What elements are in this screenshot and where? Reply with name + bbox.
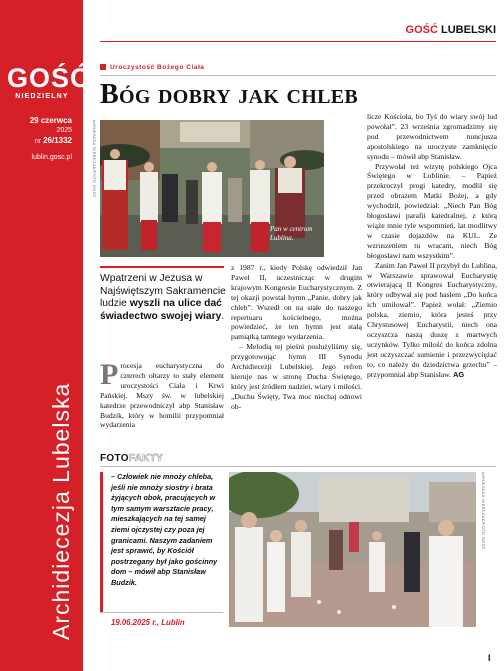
page-number: I [488, 653, 491, 663]
photo-credit-2 [478, 472, 488, 627]
body-paragraph: Przywołał też wizytę polskiego Ojca Świętego w Lublinie. – Papież przekroczył progi katedry, modlił się przed obrazem Matki Bożej, a gdy wychodził, powiedział: „Niech Pan Bóg błogosławi parafii katedralnej, z którą wiąże mnie tyle wspomnień, lat modlitwy w czasie dojazdów na KUL. Ze wzruszeniem tu wracam, niech Bóg błogosławi nam wszystkim”. [367, 161, 497, 260]
brand-lubelski: LUBELSKI [441, 24, 496, 36]
fotofakty-date: 19.06.2025 r., Lublin [111, 618, 185, 627]
fotofakty-quote [100, 472, 223, 612]
kicker-square-icon [100, 64, 106, 70]
quote-rule [100, 612, 223, 613]
article-title: Bóg dobry jak chleb [100, 79, 359, 110]
header-brand [406, 23, 496, 37]
lead-end: . [221, 310, 225, 322]
article-kicker: Uroczystość Bożego Ciała [110, 64, 205, 71]
col1-text: rocesja eucharystyczna do czterech ołtarzy to stały element uroczystości Ciała i Krwi Pańskiej. Mszy św. w lubelskiej katedrze przewodniczył abp Stanisław Budzik, który w homilii przypomniał wydarzenia [100, 361, 224, 430]
lead-text: Wpatrzeni w Jezusa w Najświętszym Sakramencie ludzie [100, 273, 226, 310]
body-column-2 [231, 263, 362, 412]
article-lead [100, 273, 230, 323]
sidebar [0, 0, 91, 671]
fotofakty-header [100, 452, 496, 466]
body-paragraph [100, 358, 224, 430]
issue-number-value: 26/1332 [43, 136, 72, 145]
drop-cap: P [100, 358, 119, 391]
logo-main: GOŚĆ [7, 63, 91, 93]
quote-text: – Człowiek nie mnoży chleba, jeśli nie mnoży siostry i brata żyjących obok, pracujących w tym samym warsztacie pracy, mieszkających na tej samej ziemi ojczystej czy poza jej granicami. Naszym zadaniem jest sprawić, by Kościół postrzegany był jako gościnny dom – mówił abp Stanisław Budzik. [111, 472, 218, 587]
fotofakty-label-b: FAKTY [128, 453, 164, 464]
body-paragraph: z 1987 r., kiedy Polskę odwiedził Jan Paweł II, uczestnicząc w drugim krajowym Kongresie Eucharystycznym. Z tej okazji powstał hymn „Panie, dobry jak chleb”. Wszedł on na stałe do naszego repertuaru kościelnego, można powiedzieć, że ten hymn jest stałą pamiątką tamtego wydarzenia. [231, 263, 362, 342]
quote-bar [100, 472, 103, 612]
children-procession-photo [229, 472, 476, 627]
body-paragraph: licze Kościoła, bo Tyś do wiary swój lud powołał”. 23 września zgromadzimy się pod przewodnictwem nuncjusza apostolskiego na uroczyste zamknięcie synodu – mówił abp Stanisław. [367, 112, 497, 161]
fotofakty-label-a: FOTO [100, 453, 129, 464]
fotofakty-label [100, 452, 163, 465]
issue-year: 2025 [56, 127, 72, 134]
brand-gosc: GOŚĆ [405, 24, 438, 36]
body-column-1 [100, 358, 224, 430]
issue-prefix: nr [34, 138, 42, 145]
issue-number [6, 136, 72, 147]
photo-caption: Pan w centrum Lublina. [270, 225, 313, 242]
site-url[interactable]: lublin.gosc.pl [31, 154, 72, 161]
body-paragraph [367, 261, 497, 380]
logo-sub: NIEDZIELNY [15, 93, 69, 100]
fotofakty-divider [100, 466, 496, 467]
section-vertical-title: Archidiecezja Lubelska [48, 382, 74, 640]
body-column-3 [367, 112, 497, 379]
children-procession-photo-image [229, 472, 476, 627]
kicker-row [100, 63, 496, 73]
lead-rule [100, 266, 224, 268]
header-rule [100, 41, 496, 42]
kicker-divider [100, 75, 496, 76]
photo-credit-text: AGNIESZKA GIERCZAK/FOTO GOŚĆ [92, 120, 97, 198]
author-signature: AG [452, 369, 465, 379]
photo-credit [89, 120, 98, 257]
col3-p3-text: Zanim Jan Paweł II przybył do Lublina, w Warszawie sprawował Eucharystię otwierającą II Kongres Eucharystyczny, który odbywał się pod hasłem „Do końca ich umiłował”. Papież wołał: „Ziemio polska, ziemio, która jesteś przy Chrystusowej Eucharystii, niech ona oczyszcza naszą duszę z martwych uczynków. Tylko miłość do końca zdolna jest oczyszczać sumienie i przezwyciężać to, co należy do dziedzictwa grzechu” – przypomniał abp Stanisław. [367, 260, 497, 379]
gosc-logo [7, 63, 91, 103]
issue-date: 29 czerwca [29, 116, 72, 125]
body-paragraph: – Melodią tej pieśni posłużyliśmy się, przygotowując hymn III Synodu Archidiecezji Lubelskiej. Jego refren kieruje nas w stronę Ducha Świętego, który jest źródłem nadziei, wiary i miłości. „Duchu Święty, Twa moc niechaj odnowi ob- [231, 342, 362, 411]
photo-credit-2-text: AGNIESZKA GIERCZAK/FOTO GOŚĆ [481, 472, 486, 550]
issue-info [6, 115, 72, 147]
lead-bold-text: wyszli na ulice dać świadectwo swojej wiary [100, 298, 222, 322]
